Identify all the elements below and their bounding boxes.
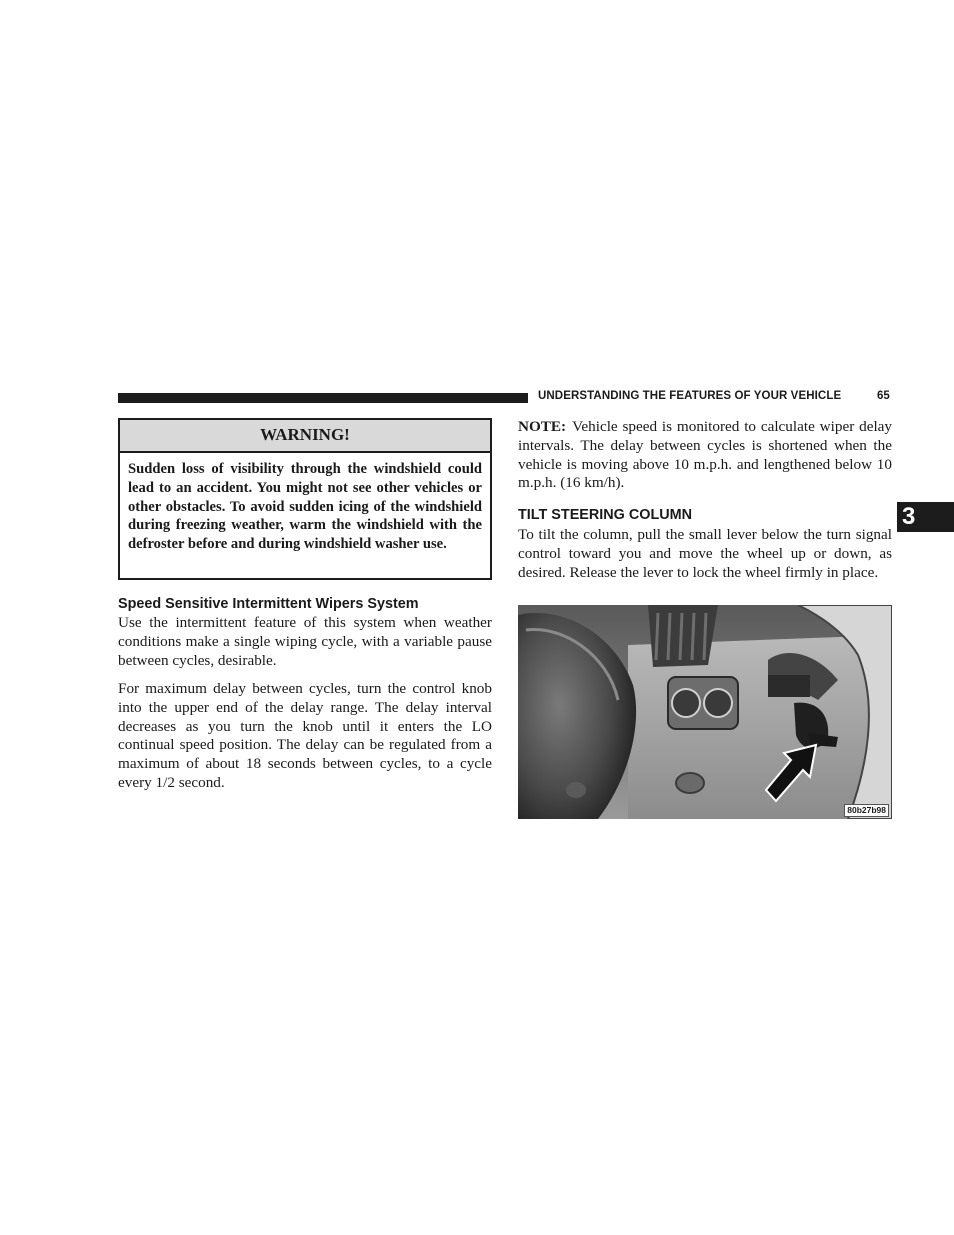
warning-box xyxy=(118,418,492,580)
running-header-title: UNDERSTANDING THE FEATURES OF YOUR VEHICLE xyxy=(538,390,842,402)
header-rule xyxy=(118,393,528,403)
figure-code: 80b27b98 xyxy=(844,804,889,817)
tilt-paragraph: To tilt the column, pull the small lever below the turn signal control toward you and move the wheel up or down, as desired. Release the lever to lock the wheel firmly in place. xyxy=(518,526,892,581)
tilt-heading: TILT STEERING COLUMN xyxy=(518,507,693,523)
warning-text: Sudden loss of visibility through the windshield could lead to an accident. You might not see other vehicles or other obstacles. To avoid sudden icing of the windshield during freezing weather, warm the windshield with the defroster before and during windshield washer use. xyxy=(128,461,482,553)
note-text: Vehicle speed is monitored to calculate wiper delay intervals. The delay between cycles is shortened when the vehicle is moving above 10 m.p.h. and lengthened below 10 m.p.h. (16 km/h). xyxy=(518,418,892,492)
wipers-paragraph-2: For maximum delay between cycles, turn the control knob into the upper end of the delay range. The delay interval decreases as you turn the knob until it enters the LO continual speed position. The delay can be regulated from a maximum of about 18 seconds between cycles, to a cycle every 1/2 second. xyxy=(118,680,492,791)
steering-column-illustration xyxy=(518,605,892,819)
warning-title: WARNING! xyxy=(120,420,490,453)
note-paragraph xyxy=(518,418,892,493)
wipers-paragraph-1: Use the intermittent feature of this system when weather conditions make a single wiping cycle, with a variable pause between cycles, desirable. xyxy=(118,614,492,669)
chapter-tab: 3 xyxy=(897,502,954,532)
note-label: NOTE: xyxy=(518,418,567,435)
tilt-lever-figure xyxy=(518,605,892,819)
wipers-heading: Speed Sensitive Intermittent Wipers System xyxy=(118,596,419,612)
page-number: 65 xyxy=(877,390,890,402)
